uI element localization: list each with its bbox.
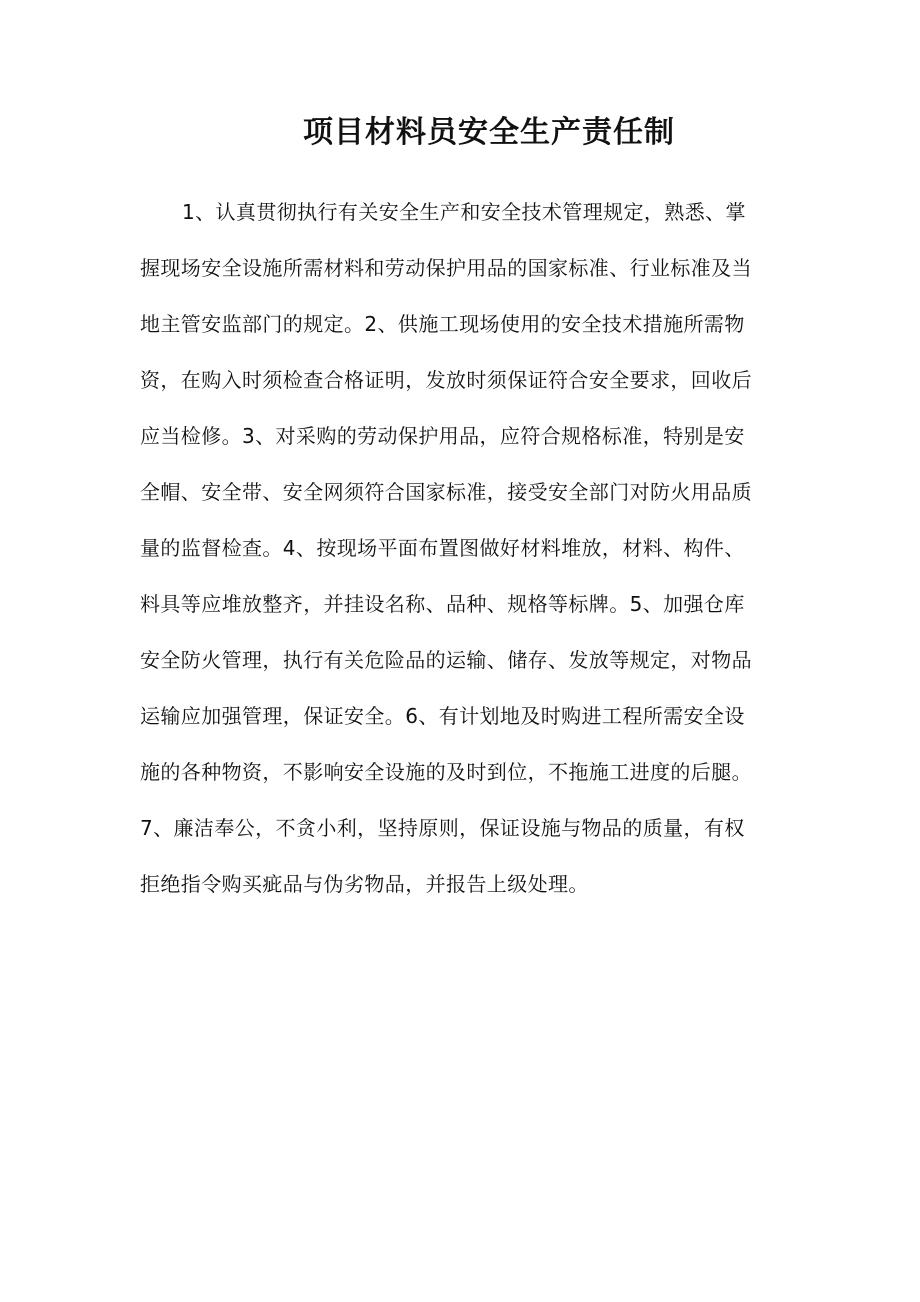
body-line: 运输应加强管理，保证安全。6、有计划地及时购进工程所需安全设 (140, 704, 745, 728)
body-line: 资，在购入时须检查合格证明，发放时须保证符合安全要求，回收后 (140, 368, 752, 392)
body-line: 握现场安全设施所需材料和劳动保护用品的国家标准、行业标准及当 (140, 256, 752, 280)
document-body (140, 190, 820, 918)
body-line: 安全防火管理，执行有关危险品的运输、储存、发放等规定，对物品 (140, 648, 752, 672)
body-line: 地主管安监部门的规定。2、供施工现场使用的安全技术措施所需物 (140, 312, 745, 336)
body-line: 全帽、安全带、安全网须符合国家标准，接受安全部门对防火用品质 (140, 480, 752, 504)
body-line: 应当检修。3、对采购的劳动保护用品，应符合规格标准，特别是安 (140, 424, 745, 448)
document-title: 项目材料员安全生产责任制 (303, 115, 675, 150)
body-line: 拒绝指令购买疵品与伪劣物品，并报告上级处理。 (140, 872, 589, 896)
body-line: 施的各种物资，不影响安全设施的及时到位，不拖施工进度的后腿。 (140, 760, 752, 784)
body-line: 量的监督检查。4、按现场平面布置图做好材料堆放，材料、构件、 (140, 536, 745, 560)
body-line: 料具等应堆放整齐，并挂设名称、品种、规格等标牌。5、加强仓库 (140, 592, 745, 616)
body-line: 1、认真贯彻执行有关安全生产和安全技术管理规定，熟悉、掌 (182, 200, 746, 224)
body-line: 7、廉洁奉公，不贪小利，坚持原则，保证设施与物品的质量，有权 (140, 816, 745, 840)
